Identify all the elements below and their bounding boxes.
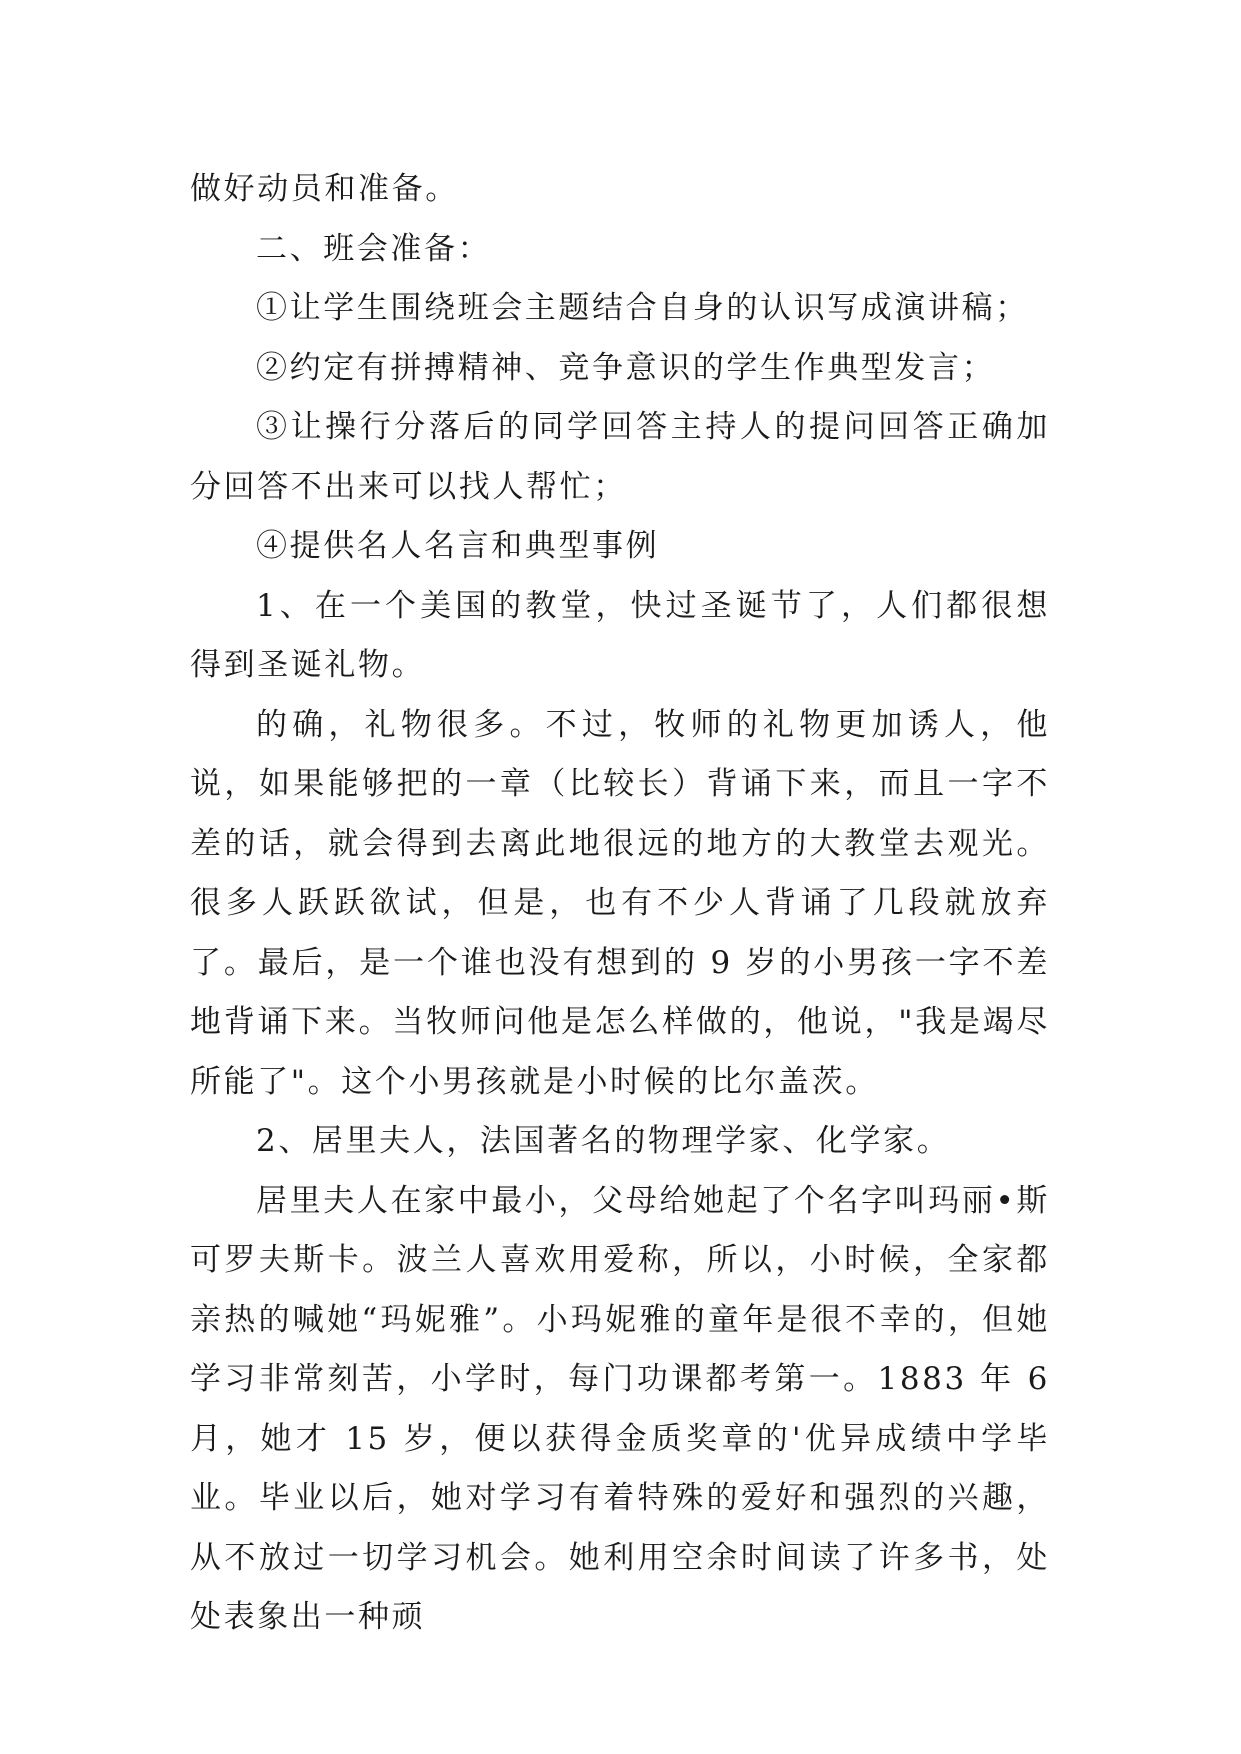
paragraph-continuation: 做好动员和准备。	[190, 171, 459, 207]
example-2-heading: 2、居里夫人，法国著名的物理学家、化学家。	[256, 1123, 951, 1159]
list-item-speech-draft: ①让学生围绕班会主题结合自身的认识写成演讲稿；	[256, 290, 1029, 326]
document-body	[190, 160, 1050, 1648]
list-item-answer-questions: ③让操行分落后的同学回答主持人的提问回答正确加分回答不出来可以找人帮忙；	[190, 409, 1050, 505]
example-1-heading: 1、在一个美国的教堂，快过圣诞节了，人们都很想得到圣诞礼物。	[190, 587, 1050, 683]
example-1-story: 的确，礼物很多。不过，牧师的礼物更加诱人，他说，如果能够把的一章（比较长）背诵下来，而且一字不差的话，就会得到去离此地很远的地方的大教堂去观光。很多人跃跃欲试，但是，也有不少人背诵了几段就放弃了。最后，是一个谁也没有想到的 9 岁的小男孩一字不差地背诵下来。当牧师问他是怎么样做的，他说，"我是竭尽所能了"。这个小男孩就是小时候的比尔盖茨。	[190, 706, 1050, 1100]
list-item-typical-speakers: ②约定有拼搏精神、竞争意识的学生作典型发言；	[256, 349, 996, 386]
example-2-story: 居里夫人在家中最小，父母给她起了个名字叫玛丽•斯可罗夫斯卡。波兰人喜欢用爱称，所以，小时候，全家都亲热的喊她“玛妮雅”。小玛妮雅的童年是很不幸的，但她学习非常刻苦，小学时，每门功课都考第一。1883 年 6 月，她才 15 岁，便以获得金质奖章的'优异成绩中学毕业。毕业以后，她对学习有着特殊的爱好和强烈的兴趣，从不放过一切学习机会。她利用空余时间读了许多书，处处表象出一种顽	[190, 1182, 1050, 1635]
list-item-quotes-examples: ④提供名人名言和典型事例	[256, 528, 660, 564]
section-heading-class-meeting-preparation: 二、班会准备：	[256, 230, 492, 267]
